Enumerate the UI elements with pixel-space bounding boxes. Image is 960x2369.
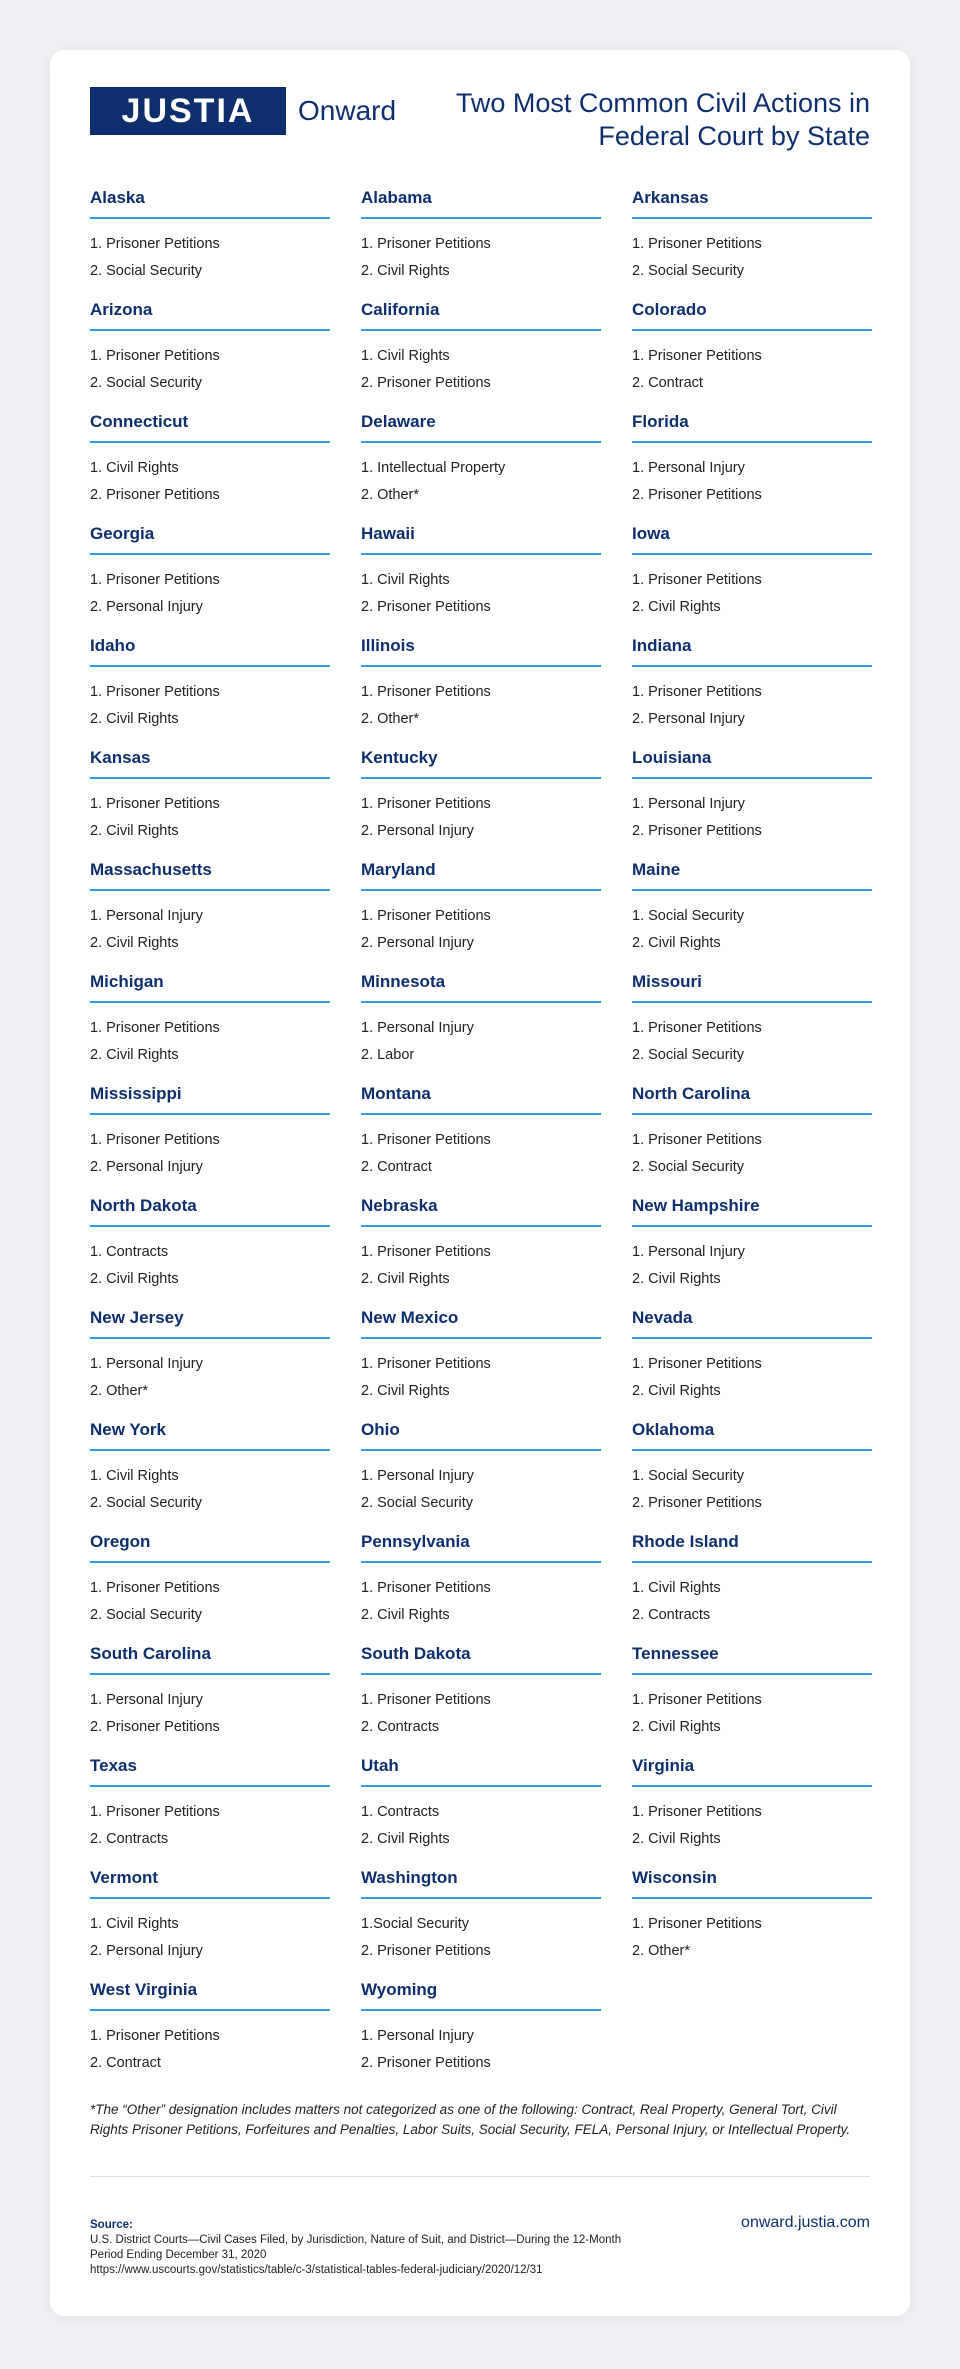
state-card — [90, 1080, 330, 1192]
case-type-list — [90, 1675, 330, 1741]
state-grid — [90, 184, 872, 2088]
case-type-item: 2. Other* — [632, 1943, 691, 1959]
case-type-item: 1. Prisoner Petitions — [361, 908, 491, 924]
state-card — [90, 856, 330, 968]
state-name: Georgia — [90, 520, 330, 555]
state-name: South Dakota — [361, 1640, 601, 1675]
state-card — [632, 184, 872, 296]
case-type-list — [361, 779, 601, 845]
state-card — [90, 1192, 330, 1304]
state-card — [361, 1640, 601, 1752]
state-name: Mississippi — [90, 1080, 330, 1115]
case-type-item: 2. Prisoner Petitions — [361, 1943, 491, 1959]
case-type-list — [90, 891, 330, 957]
case-type-item: 1. Prisoner Petitions — [361, 1356, 491, 1372]
state-card — [632, 1080, 872, 1192]
state-card — [90, 1864, 330, 1976]
case-type-item: 1. Prisoner Petitions — [90, 2028, 220, 2044]
state-name: Kentucky — [361, 744, 601, 779]
state-card — [90, 968, 330, 1080]
case-type-list — [361, 891, 601, 957]
state-card — [632, 632, 872, 744]
case-type-list — [632, 1115, 872, 1181]
state-name: North Carolina — [632, 1080, 872, 1115]
state-card — [90, 1528, 330, 1640]
header — [90, 87, 870, 197]
case-type-item: 2. Social Security — [361, 1495, 474, 1511]
case-type-list — [90, 779, 330, 845]
state-card — [632, 744, 872, 856]
case-type-list — [361, 1451, 601, 1517]
footnote: *The “Other” designation includes matters not categorized as one of the following: Contract, Real Property, General Tort, Civil Rights Prisoner Petitions, Forfeitures and Penalties, Labor Suits, Social Security, FELA, Personal Injury, or Intellectual Property. — [90, 2102, 851, 2137]
state-name: Tennessee — [632, 1640, 872, 1675]
case-type-item: 2. Civil Rights — [90, 1271, 179, 1287]
case-type-item: 2. Labor — [361, 1047, 415, 1063]
case-type-list — [90, 1563, 330, 1629]
case-type-item: 1. Civil Rights — [361, 348, 450, 364]
case-type-list — [361, 555, 601, 621]
case-type-item: 1. Prisoner Petitions — [90, 684, 220, 700]
case-type-item: 1. Prisoner Petitions — [90, 1804, 220, 1820]
case-type-list — [632, 1339, 872, 1405]
source-block — [90, 2218, 630, 2278]
state-name: Nevada — [632, 1304, 872, 1339]
case-type-list — [90, 1227, 330, 1293]
case-type-item: 1. Prisoner Petitions — [361, 1692, 491, 1708]
state-name: Wisconsin — [632, 1864, 872, 1899]
case-type-item: 1. Prisoner Petitions — [361, 1132, 491, 1148]
case-type-item: 2. Civil Rights — [632, 599, 721, 615]
case-type-item: 2. Contracts — [90, 1831, 169, 1847]
state-name: New Mexico — [361, 1304, 601, 1339]
case-type-item: 2. Prisoner Petitions — [632, 487, 762, 503]
state-name: Maine — [632, 856, 872, 891]
case-type-item: 2. Civil Rights — [632, 1719, 721, 1735]
case-type-list — [632, 1003, 872, 1069]
state-name: Wyoming — [361, 1976, 601, 2011]
source-url[interactable]: https://www.uscourts.gov/statistics/table/c-3/statistical-tables-federal-judiciary/2020/12/31 — [90, 2264, 543, 2276]
state-card — [361, 1304, 601, 1416]
state-card — [632, 856, 872, 968]
case-type-item: 1. Prisoner Petitions — [90, 1580, 220, 1596]
case-type-item: 2. Civil Rights — [632, 1383, 721, 1399]
case-type-list — [90, 1787, 330, 1853]
state-card — [361, 1528, 601, 1640]
state-card — [632, 296, 872, 408]
state-name: New Jersey — [90, 1304, 330, 1339]
case-type-item: 2. Personal Injury — [90, 1943, 203, 1959]
case-type-item: 1. Prisoner Petitions — [361, 684, 491, 700]
state-name: Illinois — [361, 632, 601, 667]
case-type-item: 2. Contract — [632, 375, 703, 391]
state-card — [632, 1864, 872, 1976]
state-name: Ohio — [361, 1416, 601, 1451]
case-type-item: 2. Prisoner Petitions — [361, 2055, 491, 2071]
state-name: Connecticut — [90, 408, 330, 443]
case-type-item: 1. Civil Rights — [632, 1580, 721, 1596]
state-name: Montana — [361, 1080, 601, 1115]
divider — [90, 2176, 870, 2177]
case-type-list — [632, 1787, 872, 1853]
case-type-list — [361, 1339, 601, 1405]
state-name: Washington — [361, 1864, 601, 1899]
case-type-item: 1. Prisoner Petitions — [90, 1020, 220, 1036]
case-type-item: 2. Civil Rights — [361, 1271, 450, 1287]
case-type-item: 1. Civil Rights — [90, 460, 179, 476]
case-type-item: 2. Civil Rights — [632, 1831, 721, 1847]
state-name: Maryland — [361, 856, 601, 891]
case-type-list — [632, 1563, 872, 1629]
case-type-list — [90, 1339, 330, 1405]
state-card — [90, 1416, 330, 1528]
case-type-item: 2. Civil Rights — [632, 935, 721, 951]
state-name: Florida — [632, 408, 872, 443]
case-type-item: 2. Civil Rights — [90, 823, 179, 839]
case-type-item: 1. Personal Injury — [632, 1244, 745, 1260]
case-type-item: 1. Prisoner Petitions — [361, 796, 491, 812]
logo-text: Onward — [298, 95, 397, 126]
state-name: North Dakota — [90, 1192, 330, 1227]
case-type-item: 2. Prisoner Petitions — [361, 599, 491, 615]
state-name: Nebraska — [361, 1192, 601, 1227]
state-card — [632, 1192, 872, 1304]
state-card — [90, 296, 330, 408]
case-type-list — [361, 1899, 601, 1965]
source-citation: U.S. District Courts—Civil Cases Filed, by Jurisdiction, Nature of Suit, and District—During the 12-Month Period Ending December 31, 2020 — [90, 2234, 622, 2261]
state-card — [361, 1752, 601, 1864]
case-type-item: 2. Other* — [361, 487, 420, 503]
state-name: Louisiana — [632, 744, 872, 779]
state-card — [361, 520, 601, 632]
case-type-list — [632, 1675, 872, 1741]
case-type-list — [632, 891, 872, 957]
state-name: West Virginia — [90, 1976, 330, 2011]
case-type-item: 2. Contract — [90, 2055, 161, 2071]
state-card — [632, 1640, 872, 1752]
case-type-item: 1. Civil Rights — [361, 572, 450, 588]
state-card — [361, 408, 601, 520]
title-line-1: Two Most Common Civil Actions in — [455, 88, 870, 118]
case-type-list — [361, 1003, 601, 1069]
justia-onward-logo[interactable] — [90, 87, 396, 135]
case-type-item: 1. Personal Injury — [90, 1692, 203, 1708]
state-name: Delaware — [361, 408, 601, 443]
state-name: Idaho — [90, 632, 330, 667]
case-type-list — [632, 219, 872, 285]
case-type-item: 1.Social Security — [361, 1916, 469, 1932]
case-type-item: 1. Prisoner Petitions — [632, 236, 762, 252]
state-name: Pennsylvania — [361, 1528, 601, 1563]
state-name: Oregon — [90, 1528, 330, 1563]
case-type-list — [90, 1003, 330, 1069]
state-name: Alabama — [361, 184, 601, 219]
state-name: Arkansas — [632, 184, 872, 219]
state-name: Alaska — [90, 184, 330, 219]
case-type-list — [361, 1227, 601, 1293]
state-name: California — [361, 296, 601, 331]
case-type-item: 2. Personal Injury — [361, 823, 474, 839]
case-type-item: 2. Social Security — [90, 1495, 203, 1511]
state-card — [632, 1416, 872, 1528]
case-type-item: 1. Personal Injury — [361, 1468, 474, 1484]
case-type-list — [90, 219, 330, 285]
state-name: Michigan — [90, 968, 330, 1003]
case-type-list — [632, 1227, 872, 1293]
case-type-item: 1. Social Security — [632, 1468, 745, 1484]
state-card — [90, 1304, 330, 1416]
state-card — [361, 184, 601, 296]
state-name: South Carolina — [90, 1640, 330, 1675]
state-card — [90, 744, 330, 856]
case-type-list — [632, 555, 872, 621]
case-type-item: 2. Civil Rights — [632, 1271, 721, 1287]
state-card — [361, 632, 601, 744]
case-type-list — [361, 667, 601, 733]
case-type-item: 2. Contracts — [632, 1607, 711, 1623]
state-name: Massachusetts — [90, 856, 330, 891]
state-card — [361, 1976, 601, 2088]
case-type-item: 1. Prisoner Petitions — [90, 1132, 220, 1148]
state-name: Utah — [361, 1752, 601, 1787]
case-type-item: 1. Prisoner Petitions — [90, 348, 220, 364]
state-name: Colorado — [632, 296, 872, 331]
case-type-item: 1. Intellectual Property — [361, 460, 506, 476]
case-type-item: 2. Social Security — [632, 263, 745, 279]
title-line-2: Federal Court by State — [598, 121, 870, 151]
case-type-list — [361, 1675, 601, 1741]
case-type-list — [90, 1115, 330, 1181]
state-card — [361, 856, 601, 968]
state-card — [361, 1416, 601, 1528]
state-card — [361, 968, 601, 1080]
case-type-list — [90, 667, 330, 733]
case-type-item: 1. Contracts — [90, 1244, 169, 1260]
page-title — [410, 87, 870, 153]
logo-brand: JUSTIA — [90, 87, 286, 135]
case-type-item: 2. Civil Rights — [361, 1831, 450, 1847]
case-type-list — [90, 1451, 330, 1517]
state-card — [632, 1304, 872, 1416]
case-type-item: 1. Prisoner Petitions — [632, 1020, 762, 1036]
case-type-item: 1. Civil Rights — [90, 1916, 179, 1932]
site-link[interactable]: onward.justia.com — [741, 2214, 870, 2231]
case-type-item: 1. Personal Injury — [632, 460, 745, 476]
case-type-item: 1. Prisoner Petitions — [632, 1132, 762, 1148]
state-card — [90, 632, 330, 744]
case-type-list — [361, 1115, 601, 1181]
case-type-item: 1. Personal Injury — [90, 1356, 203, 1372]
case-type-item: 2. Contract — [361, 1159, 432, 1175]
case-type-item: 1. Prisoner Petitions — [361, 236, 491, 252]
case-type-list — [361, 331, 601, 397]
state-name: Missouri — [632, 968, 872, 1003]
infographic-card — [50, 50, 910, 2316]
state-card — [361, 1192, 601, 1304]
case-type-item: 2. Social Security — [90, 1607, 203, 1623]
state-card — [632, 1752, 872, 1864]
case-type-item: 2. Civil Rights — [90, 711, 179, 727]
state-card — [90, 408, 330, 520]
state-name: Oklahoma — [632, 1416, 872, 1451]
case-type-list — [90, 2011, 330, 2077]
case-type-list — [632, 331, 872, 397]
state-card — [632, 968, 872, 1080]
case-type-item: 1. Prisoner Petitions — [632, 684, 762, 700]
case-type-list — [361, 1787, 601, 1853]
case-type-item: 1. Personal Injury — [90, 908, 203, 924]
case-type-item: 1. Contracts — [361, 1804, 440, 1820]
case-type-item: 1. Prisoner Petitions — [632, 1692, 762, 1708]
case-type-item: 1. Prisoner Petitions — [361, 1580, 491, 1596]
state-card — [90, 1976, 330, 2088]
state-card — [632, 408, 872, 520]
case-type-item: 2. Civil Rights — [361, 1383, 450, 1399]
state-name: New York — [90, 1416, 330, 1451]
state-card — [632, 1528, 872, 1640]
state-card — [361, 744, 601, 856]
case-type-item: 1. Personal Injury — [632, 796, 745, 812]
state-name: Virginia — [632, 1752, 872, 1787]
case-type-item: 2. Social Security — [632, 1159, 745, 1175]
state-name: Kansas — [90, 744, 330, 779]
case-type-item: 1. Personal Injury — [361, 2028, 474, 2044]
state-card — [90, 1640, 330, 1752]
case-type-list — [632, 1451, 872, 1517]
case-type-item: 2. Social Security — [90, 375, 203, 391]
case-type-item: 1. Prisoner Petitions — [632, 572, 762, 588]
case-type-list — [361, 443, 601, 509]
state-name: New Hampshire — [632, 1192, 872, 1227]
state-name: Minnesota — [361, 968, 601, 1003]
state-name: Texas — [90, 1752, 330, 1787]
state-name: Vermont — [90, 1864, 330, 1899]
case-type-item: 1. Prisoner Petitions — [90, 236, 220, 252]
state-name: Rhode Island — [632, 1528, 872, 1563]
state-card — [90, 520, 330, 632]
case-type-item: 2. Other* — [361, 711, 420, 727]
case-type-item: 2. Civil Rights — [90, 1047, 179, 1063]
case-type-list — [361, 1563, 601, 1629]
case-type-item: 2. Prisoner Petitions — [361, 375, 491, 391]
case-type-item: 1. Prisoner Petitions — [632, 1356, 762, 1372]
state-name: Arizona — [90, 296, 330, 331]
case-type-item: 1. Prisoner Petitions — [90, 796, 220, 812]
case-type-item: 1. Prisoner Petitions — [632, 348, 762, 364]
case-type-item: 2. Social Security — [90, 263, 203, 279]
case-type-item: 2. Personal Injury — [632, 711, 745, 727]
case-type-item: 2. Prisoner Petitions — [90, 1719, 220, 1735]
state-card — [361, 1080, 601, 1192]
case-type-item: 2. Prisoner Petitions — [90, 487, 220, 503]
case-type-item: 1. Prisoner Petitions — [632, 1804, 762, 1820]
state-name: Indiana — [632, 632, 872, 667]
case-type-item: 2. Prisoner Petitions — [632, 823, 762, 839]
case-type-item: 1. Prisoner Petitions — [632, 1916, 762, 1932]
case-type-list — [90, 555, 330, 621]
case-type-list — [90, 1899, 330, 1965]
state-card — [632, 520, 872, 632]
case-type-item: 1. Civil Rights — [90, 1468, 179, 1484]
case-type-list — [632, 779, 872, 845]
state-card — [361, 1864, 601, 1976]
source-label: Source: — [90, 2219, 133, 2231]
case-type-list — [632, 667, 872, 733]
case-type-item: 1. Prisoner Petitions — [361, 1244, 491, 1260]
state-card — [90, 1752, 330, 1864]
case-type-item: 2. Personal Injury — [90, 599, 203, 615]
case-type-item: 2. Civil Rights — [90, 935, 179, 951]
case-type-list — [90, 443, 330, 509]
case-type-list — [361, 219, 601, 285]
state-name: Hawaii — [361, 520, 601, 555]
case-type-item: 2. Prisoner Petitions — [632, 1495, 762, 1511]
case-type-item: 2. Civil Rights — [361, 263, 450, 279]
case-type-item: 1. Social Security — [632, 908, 745, 924]
state-card — [361, 296, 601, 408]
case-type-item: 2. Social Security — [632, 1047, 745, 1063]
state-name: Iowa — [632, 520, 872, 555]
case-type-list — [361, 2011, 601, 2077]
case-type-item: 1. Prisoner Petitions — [90, 572, 220, 588]
case-type-item: 2. Personal Injury — [361, 935, 474, 951]
case-type-list — [90, 331, 330, 397]
case-type-item: 2. Personal Injury — [90, 1159, 203, 1175]
case-type-item: 2. Civil Rights — [361, 1607, 450, 1623]
case-type-item: 1. Personal Injury — [361, 1020, 474, 1036]
case-type-item: 2. Contracts — [361, 1719, 440, 1735]
state-card — [90, 184, 330, 296]
case-type-item: 2. Other* — [90, 1383, 149, 1399]
case-type-list — [632, 443, 872, 509]
case-type-list — [632, 1899, 872, 1965]
